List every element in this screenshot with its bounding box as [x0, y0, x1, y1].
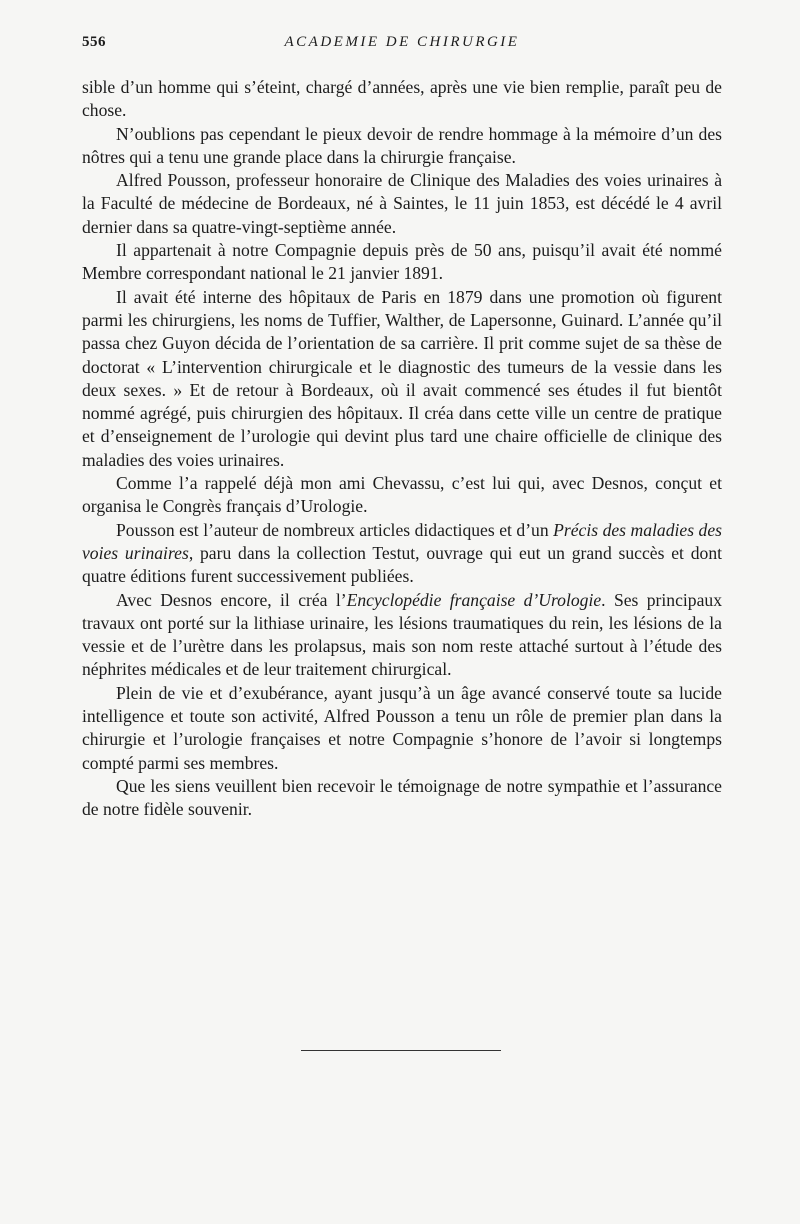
paragraph-9: Plein de vie et d’exubérance, ayant jusqu’à un âge avancé conservé toute sa lucide intelligence et toute son activité, Alfred Pousson a tenu un rôle de premier plan dans la chirurgie et l’urologie françaises et notre Compagnie s’honore de l’avoir si longtemps compté parmi ses membres. — [82, 682, 722, 773]
paragraph-2: N’oublions pas cependant le pieux devoir de rendre hommage à la mémoire d’un des nôtres qui a tenu une grande place dans la chirurgie française. — [82, 123, 722, 167]
article-body — [82, 76, 722, 822]
paragraph-8 — [82, 589, 722, 682]
book-title-precis: Précis des maladies des voies urinaires — [82, 519, 722, 563]
paragraph-7-text-b: , paru dans la collection Testut, ouvrage qui eut un grand succès et dont quatre éditions furent successivement publiées. — [82, 542, 723, 587]
paragraph-1: sible d’un homme qui s’éteint, chargé d’années, après une vie bien remplie, paraît peu de chose. — [82, 77, 722, 121]
paragraph-7-text-a: Pousson est l’auteur de nombreux articles didactiques et d’un — [116, 519, 554, 540]
document-page — [82, 30, 722, 822]
paragraph-8-text-b: . Ses principaux travaux ont porté sur la lithiase urinaire, les lésions traumatiques du rein, les lésions de la vessie et de l’urètre dans les prolapsus, mais son nom reste attaché surtout à l’étude des néphrites médicales et de leur traitement chirurgical. — [82, 589, 722, 680]
paragraph-6: Comme l’a rappelé déjà mon ami Chevassu, c’est lui qui, avec Desnos, conçut et organisa le Congrès français d’Urologie. — [82, 473, 722, 517]
paragraph-5: Il avait été interne des hôpitaux de Paris en 1879 dans une promotion où figurent parmi les chirurgiens, les noms de Tuffier, Walther, de Lapersonne, Guinard. L’année qu’il passa chez Guyon décida de l’orientation de sa carrière. Il prit comme sujet de sa thèse de doctorat « L’intervention chirurgicale et le diagnostic des tumeurs de la vessie dans les deux sexes. » Et de retour à Bordeaux, où il avait commencé ses études il fut bientôt nommé agrégé, puis chirurgien des hôpitaux. Il créa dans cette ville un centre de pratique et d’enseignement de l’urologie qui devint plus tard une chaire officielle de clinique des maladies des voies urinaires. — [82, 286, 722, 470]
section-divider-rule — [301, 1050, 501, 1051]
paragraph-3: Alfred Pousson, professeur honoraire de Clinique des Maladies des voies urinaires à la Faculté de médecine de Bordeaux, né à Saintes, le 11 juin 1853, est décédé le 4 avril dernier dans sa quatre-vingt-septième année. — [82, 170, 722, 237]
page-header — [82, 30, 722, 60]
paragraph-10: Que les siens veuillent bien recevoir le témoignage de notre sympathie et l’assurance de notre fidèle souvenir. — [82, 775, 722, 820]
paragraph-7 — [82, 519, 722, 589]
paragraph-4: Il appartenait à notre Compagnie depuis près de 50 ans, puisqu’il avait été nommé Membre correspondant national le 21 janvier 1891. — [82, 240, 722, 284]
page-number: 556 — [82, 34, 106, 50]
paragraph-8-text-a: Avec Desnos encore, il créa l’ — [116, 589, 347, 610]
running-title: ACADEMIE DE CHIRURGIE — [284, 34, 520, 50]
book-title-encyclopedie: Encyclopédie française d’Urologie — [346, 589, 602, 610]
